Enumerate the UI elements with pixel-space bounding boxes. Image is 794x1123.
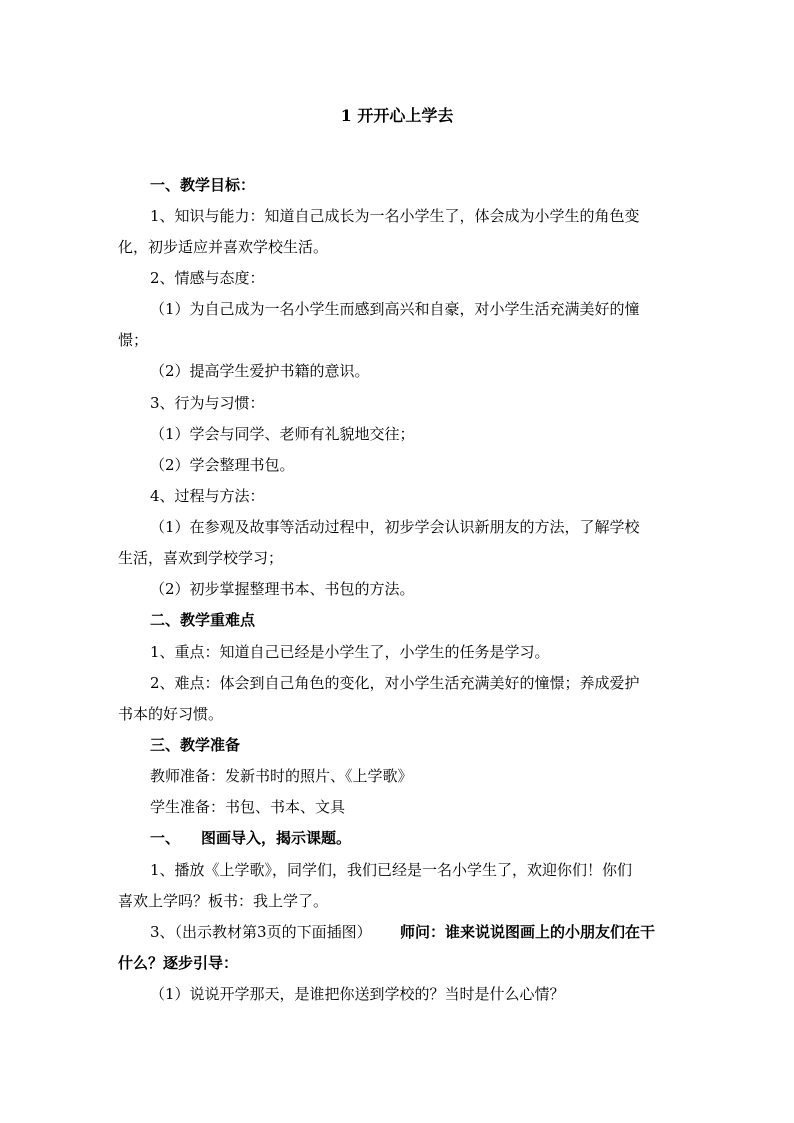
paragraph-line: 3、（出示教材第3页的下面插图） — [150, 923, 372, 941]
paragraph-line: （1）为自己成为一名小学生而感到高兴和自豪，对小学生活充满美好的憧 — [150, 300, 640, 318]
paragraph-line: 什么？逐步引导： — [118, 954, 239, 972]
paragraph-line: （1）在参观及故事等活动过程中，初步学会认识新朋友的方法，了解学校 — [150, 518, 640, 536]
paragraph-line: （1）说说开学那天，是谁把你送到学校的？当时是什么心情？ — [150, 985, 565, 1003]
paragraph-line: 书本的好习惯。 — [118, 705, 224, 723]
paragraph-line: 憬； — [118, 331, 149, 349]
section-heading-preparation: 三、教学准备 — [150, 736, 241, 754]
paragraph-line: 生活，喜欢到学校学习； — [118, 549, 284, 567]
paragraph-line: 1、知识与能力：知道自己成长为一名小学生了，体会成为小学生的角色变 — [150, 207, 640, 225]
paragraph-line: 喜欢上学吗？板书：我上学了。 — [118, 892, 329, 910]
paragraph-line: 学生准备：书包、书本、文具 — [150, 798, 346, 816]
section-heading-objectives: 一、教学目标： — [150, 176, 256, 194]
section-number: 一、 — [150, 829, 181, 847]
paragraph-line: （2）学会整理书包。 — [150, 456, 295, 474]
paragraph-line: 3、行为与习惯： — [150, 394, 265, 412]
paragraph-line: 1、重点：知道自己已经是小学生了，小学生的任务是学习。 — [150, 643, 550, 661]
section-heading-intro: 图画导入，揭示课题。 — [201, 829, 352, 847]
paragraph-line: 4、过程与方法： — [150, 487, 265, 505]
paragraph-line: （2）提高学生爱护书籍的意识。 — [150, 362, 370, 380]
paragraph-line: 化，初步适应并喜欢学校生活。 — [118, 238, 329, 256]
lesson-title: 1 开开心上学去 — [340, 106, 454, 125]
paragraph-line: 2、情感与态度： — [150, 269, 265, 287]
paragraph-line: 1、播放《上学歌》，同学们，我们已经是一名小学生了，欢迎你们！你们 — [150, 861, 633, 879]
paragraph-line: 教师准备：发新书时的照片、《上学歌》 — [150, 767, 413, 785]
teacher-question: 师问：谁来说说图画上的小朋友们在干 — [400, 923, 656, 941]
section-heading-key-points: 二、教学重难点 — [150, 611, 256, 629]
paragraph-line: 2、难点：体会到自己角色的变化，对小学生活充满美好的憧憬；养成爱护 — [150, 674, 640, 692]
paragraph-line: （1）学会与同学、老师有礼貌地交往； — [150, 425, 415, 443]
paragraph-line: （2）初步掌握整理书本、书包的方法。 — [150, 580, 415, 598]
